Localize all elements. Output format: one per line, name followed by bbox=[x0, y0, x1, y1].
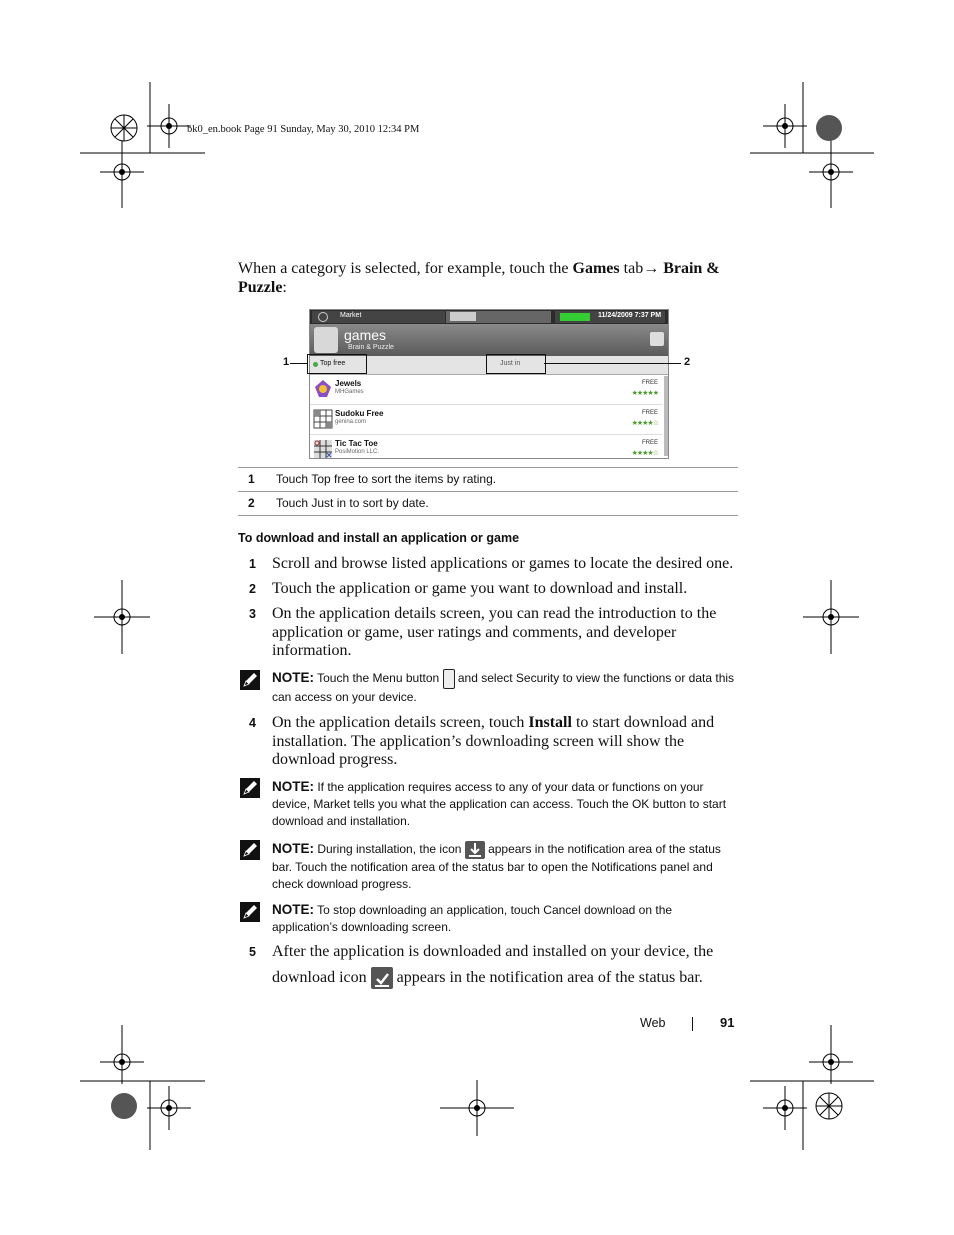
step-term: Install bbox=[528, 714, 572, 731]
app-name: Jewels bbox=[335, 379, 362, 388]
app-developer: genina.com bbox=[335, 419, 367, 425]
note-label: NOTE: bbox=[272, 779, 314, 794]
menu-button-icon bbox=[443, 669, 455, 689]
legend-num: 2 bbox=[248, 496, 255, 510]
step-number: 1 bbox=[249, 557, 256, 571]
tab-just-in[interactable]: Just in bbox=[500, 360, 521, 367]
note-pencil-icon bbox=[240, 670, 260, 690]
note-pencil-icon bbox=[240, 902, 260, 922]
legend-term: Just in bbox=[311, 496, 347, 510]
rating-stars-icon: ★★★★☆ bbox=[631, 449, 658, 457]
app-name: Sudoku Free bbox=[335, 409, 384, 418]
notification-icons bbox=[450, 312, 476, 321]
step-number: 3 bbox=[249, 607, 256, 621]
callout-line-2 bbox=[544, 363, 681, 364]
jewels-app-icon bbox=[313, 379, 333, 399]
note-pencil-icon bbox=[240, 778, 260, 798]
tab-top-free[interactable]: Top free bbox=[320, 360, 346, 367]
app-row-jewels[interactable] bbox=[310, 375, 662, 405]
app-row-tictactoe[interactable] bbox=[310, 435, 662, 459]
arrow-icon: → bbox=[643, 260, 664, 277]
intro-paragraph bbox=[238, 260, 738, 297]
app-developer: MHGames bbox=[335, 389, 364, 395]
note-pencil-icon bbox=[240, 840, 260, 860]
callout-line-1 bbox=[290, 363, 307, 364]
legend-text: Touch Top free to sort the items by rating. bbox=[276, 472, 497, 486]
app-developer: PosiMotion LLC. bbox=[335, 449, 380, 455]
note-label: NOTE: bbox=[272, 670, 314, 686]
book-header-info: bk0_en.book Page 91 Sunday, May 30, 2010 12:34 PM bbox=[187, 124, 420, 135]
rating-stars-icon: ★★★★★ bbox=[631, 389, 658, 397]
app-price: FREE bbox=[641, 440, 658, 446]
legend-term: Top free bbox=[311, 472, 355, 486]
intro-puzzle: Puzzle bbox=[238, 278, 283, 296]
scrollbar[interactable] bbox=[664, 376, 668, 456]
rating-stars-icon: ★★★★☆ bbox=[631, 419, 658, 427]
section-heading: To download and install an application or game bbox=[238, 531, 520, 545]
legend-num: 1 bbox=[248, 472, 255, 486]
step-text: On the application details screen, you can read the introduction to the application or game, user ratings and comments, and developer information. bbox=[272, 605, 717, 659]
back-icon bbox=[318, 312, 328, 322]
download-arrow-icon bbox=[465, 841, 485, 859]
legend-row bbox=[238, 491, 738, 516]
intro-tab: tab bbox=[619, 260, 644, 277]
note-label: NOTE: bbox=[272, 841, 314, 856]
note-1: NOTE: Touch the Menu button and select Security to view the functions or data this can access on your device. bbox=[272, 670, 735, 704]
intro-colon: : bbox=[282, 278, 287, 296]
note-4: NOTE: To stop downloading an application, touch Cancel download on the application’s downloading screen. bbox=[272, 902, 673, 934]
status-bar bbox=[310, 310, 668, 324]
legend-row bbox=[238, 467, 738, 491]
status-datetime: 11/24/2009 7:37 PM bbox=[598, 312, 662, 319]
intro-text: When a category is selected, for example, touch the bbox=[238, 260, 573, 277]
step-number: 2 bbox=[249, 582, 256, 596]
callout-2: 2 bbox=[684, 356, 691, 368]
note-label: NOTE: bbox=[272, 902, 314, 917]
step-text-line2: download icon appears in the notification area of the status bar. bbox=[272, 966, 738, 990]
tictactoe-app-icon bbox=[313, 439, 333, 459]
note-term: Cancel download bbox=[543, 903, 636, 917]
games-title: games bbox=[344, 327, 387, 343]
intro-brain: Brain & bbox=[663, 260, 720, 277]
market-label: Market bbox=[340, 312, 362, 319]
download-complete-icon bbox=[371, 967, 393, 989]
step-text: Scroll and browse listed applications or games to locate the desired one. bbox=[272, 555, 734, 572]
note-2: NOTE: If the application requires access to any of your data or functions on your device, Market tells you what the application can access. Touch the OK button to start download and installation. bbox=[272, 779, 727, 828]
note-term: Security bbox=[515, 671, 560, 686]
callout-legend-table bbox=[238, 467, 738, 516]
search-icon[interactable] bbox=[650, 332, 664, 346]
footer-separator bbox=[692, 1017, 693, 1031]
step-text: On the application details screen, touch Install to start download and installation. The application’s downloading screen will show the download progress. bbox=[272, 714, 715, 768]
note-3: NOTE: During installation, the icon appears in the notification area of the status bar. Touch the notification area of the status bar to open the Notifications panel and check download progress. bbox=[272, 841, 721, 891]
step-number: 4 bbox=[249, 716, 256, 730]
step-text: Touch the application or game you want to download and install. bbox=[272, 580, 688, 597]
step-text-line1: After the application is downloaded and installed on your device, the bbox=[272, 943, 714, 960]
games-subtitle: Brain & Puzzle bbox=[348, 344, 394, 351]
footer-section: Web bbox=[640, 1016, 666, 1030]
sudoku-app-icon bbox=[313, 409, 333, 429]
games-header bbox=[310, 324, 668, 356]
market-bag-icon bbox=[314, 327, 338, 353]
signal-battery-icon bbox=[560, 313, 590, 321]
market-screenshot bbox=[309, 309, 669, 459]
app-price: FREE bbox=[641, 410, 658, 416]
intro-games: Games bbox=[572, 260, 620, 277]
app-price: FREE bbox=[641, 380, 658, 386]
app-name: Tic Tac Toe bbox=[335, 439, 378, 448]
legend-text: Touch Just in to sort by date. bbox=[276, 496, 429, 510]
callout-box-just-in bbox=[486, 354, 546, 374]
page-number: 91 bbox=[720, 1015, 735, 1030]
step-number: 5 bbox=[249, 945, 256, 959]
callout-box-top-free bbox=[307, 354, 367, 374]
callout-1: 1 bbox=[283, 356, 290, 368]
app-row-sudoku[interactable] bbox=[310, 405, 662, 435]
